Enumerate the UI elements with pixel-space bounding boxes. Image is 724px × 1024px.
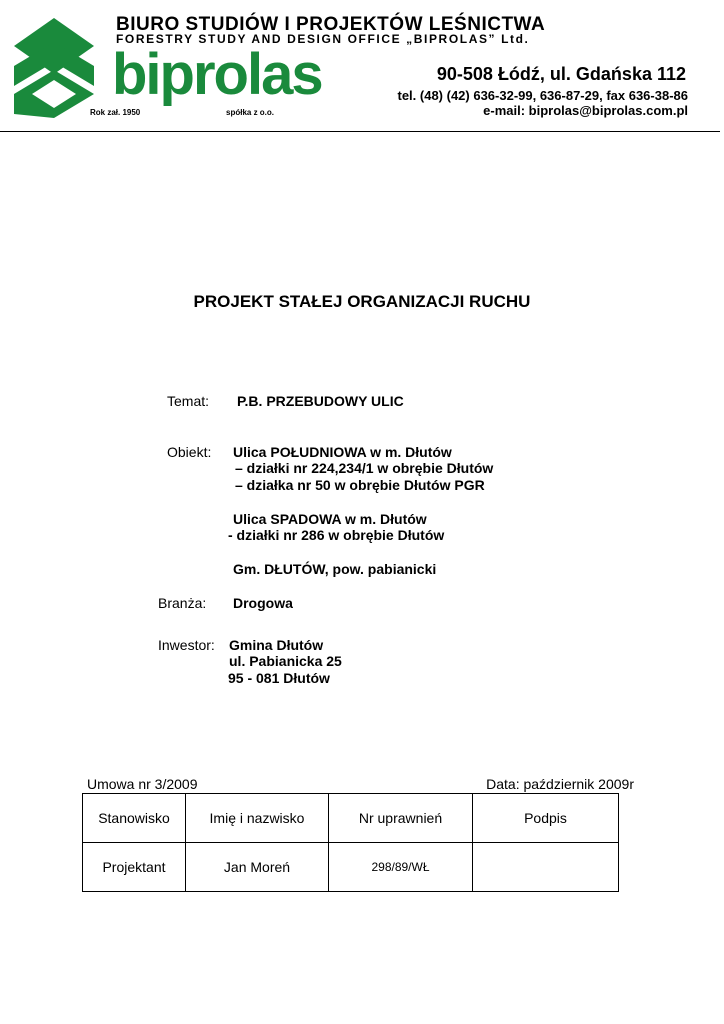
table-cell: 298/89/WŁ <box>329 843 473 892</box>
branza-label: Branża: <box>158 595 207 611</box>
signature-cell <box>473 843 619 892</box>
table-cell: Jan Moreń <box>186 843 329 892</box>
obiekt-line: – działka nr 50 w obrębie Dłutów PGR <box>235 477 485 493</box>
contract-number: Umowa nr 3/2009 <box>87 776 198 792</box>
inwestor-line: Gmina Dłutów <box>229 637 324 653</box>
obiekt-label: Obiekt: <box>167 444 212 460</box>
obiekt-line: Ulica POŁUDNIOWA w m. Dłutów <box>233 444 452 460</box>
inwestor-line: ul. Pabianicka 25 <box>229 653 342 669</box>
document-title: PROJEKT STAŁEJ ORGANIZACJI RUCHU <box>193 292 531 311</box>
temat-value: P.B. PRZEBUDOWY ULIC <box>237 393 404 409</box>
logo-company-type: spółka z o.o. <box>226 108 275 117</box>
logo-year: Rok zał. 1950 <box>90 108 141 117</box>
obiekt-line: – działki nr 224,234/1 w obrębie Dłutów <box>235 460 494 476</box>
inwestor-label: Inwestor: <box>158 637 215 653</box>
company-email: e-mail: biprolas@biprolas.com.pl <box>483 103 688 118</box>
header-divider <box>0 131 720 132</box>
company-address: 90-508 Łódź, ul. Gdańska 112 <box>436 64 686 84</box>
document-date: Data: październik 2009r <box>486 776 634 792</box>
obiekt-line: - działki nr 286 w obrębie Dłutów <box>228 527 445 543</box>
logo-wordmark: biprolas <box>112 42 322 107</box>
inwestor-line: 95 - 081 Dłutów <box>228 670 330 686</box>
table-cell: Projektant <box>83 843 186 892</box>
signature-table <box>82 793 619 892</box>
obiekt-line: Gm. DŁUTÓW, pow. pabianicki <box>233 561 437 577</box>
company-name-en: FORESTRY STUDY AND DESIGN OFFICE „BIPROLAS” Ltd. <box>116 32 530 46</box>
temat-label: Temat: <box>167 393 210 409</box>
table-header-cell: Nr uprawnień <box>329 794 473 843</box>
table-header-row <box>83 794 619 843</box>
logo-emblem-icon <box>14 18 94 118</box>
branza-value: Drogowa <box>233 595 293 611</box>
table-header-cell: Imię i nazwisko <box>186 794 329 843</box>
company-name: BIURO STUDIÓW I PROJEKTÓW LEŚNICTWA <box>116 14 546 35</box>
obiekt-line: Ulica SPADOWA w m. Dłutów <box>233 511 427 527</box>
table-header-cell: Stanowisko <box>83 794 186 843</box>
table-header-cell: Podpis <box>473 794 619 843</box>
company-phone: tel. (48) (42) 636-32-99, 636-87-29, fax 636-38-86 <box>397 88 688 103</box>
table-row <box>83 843 619 892</box>
